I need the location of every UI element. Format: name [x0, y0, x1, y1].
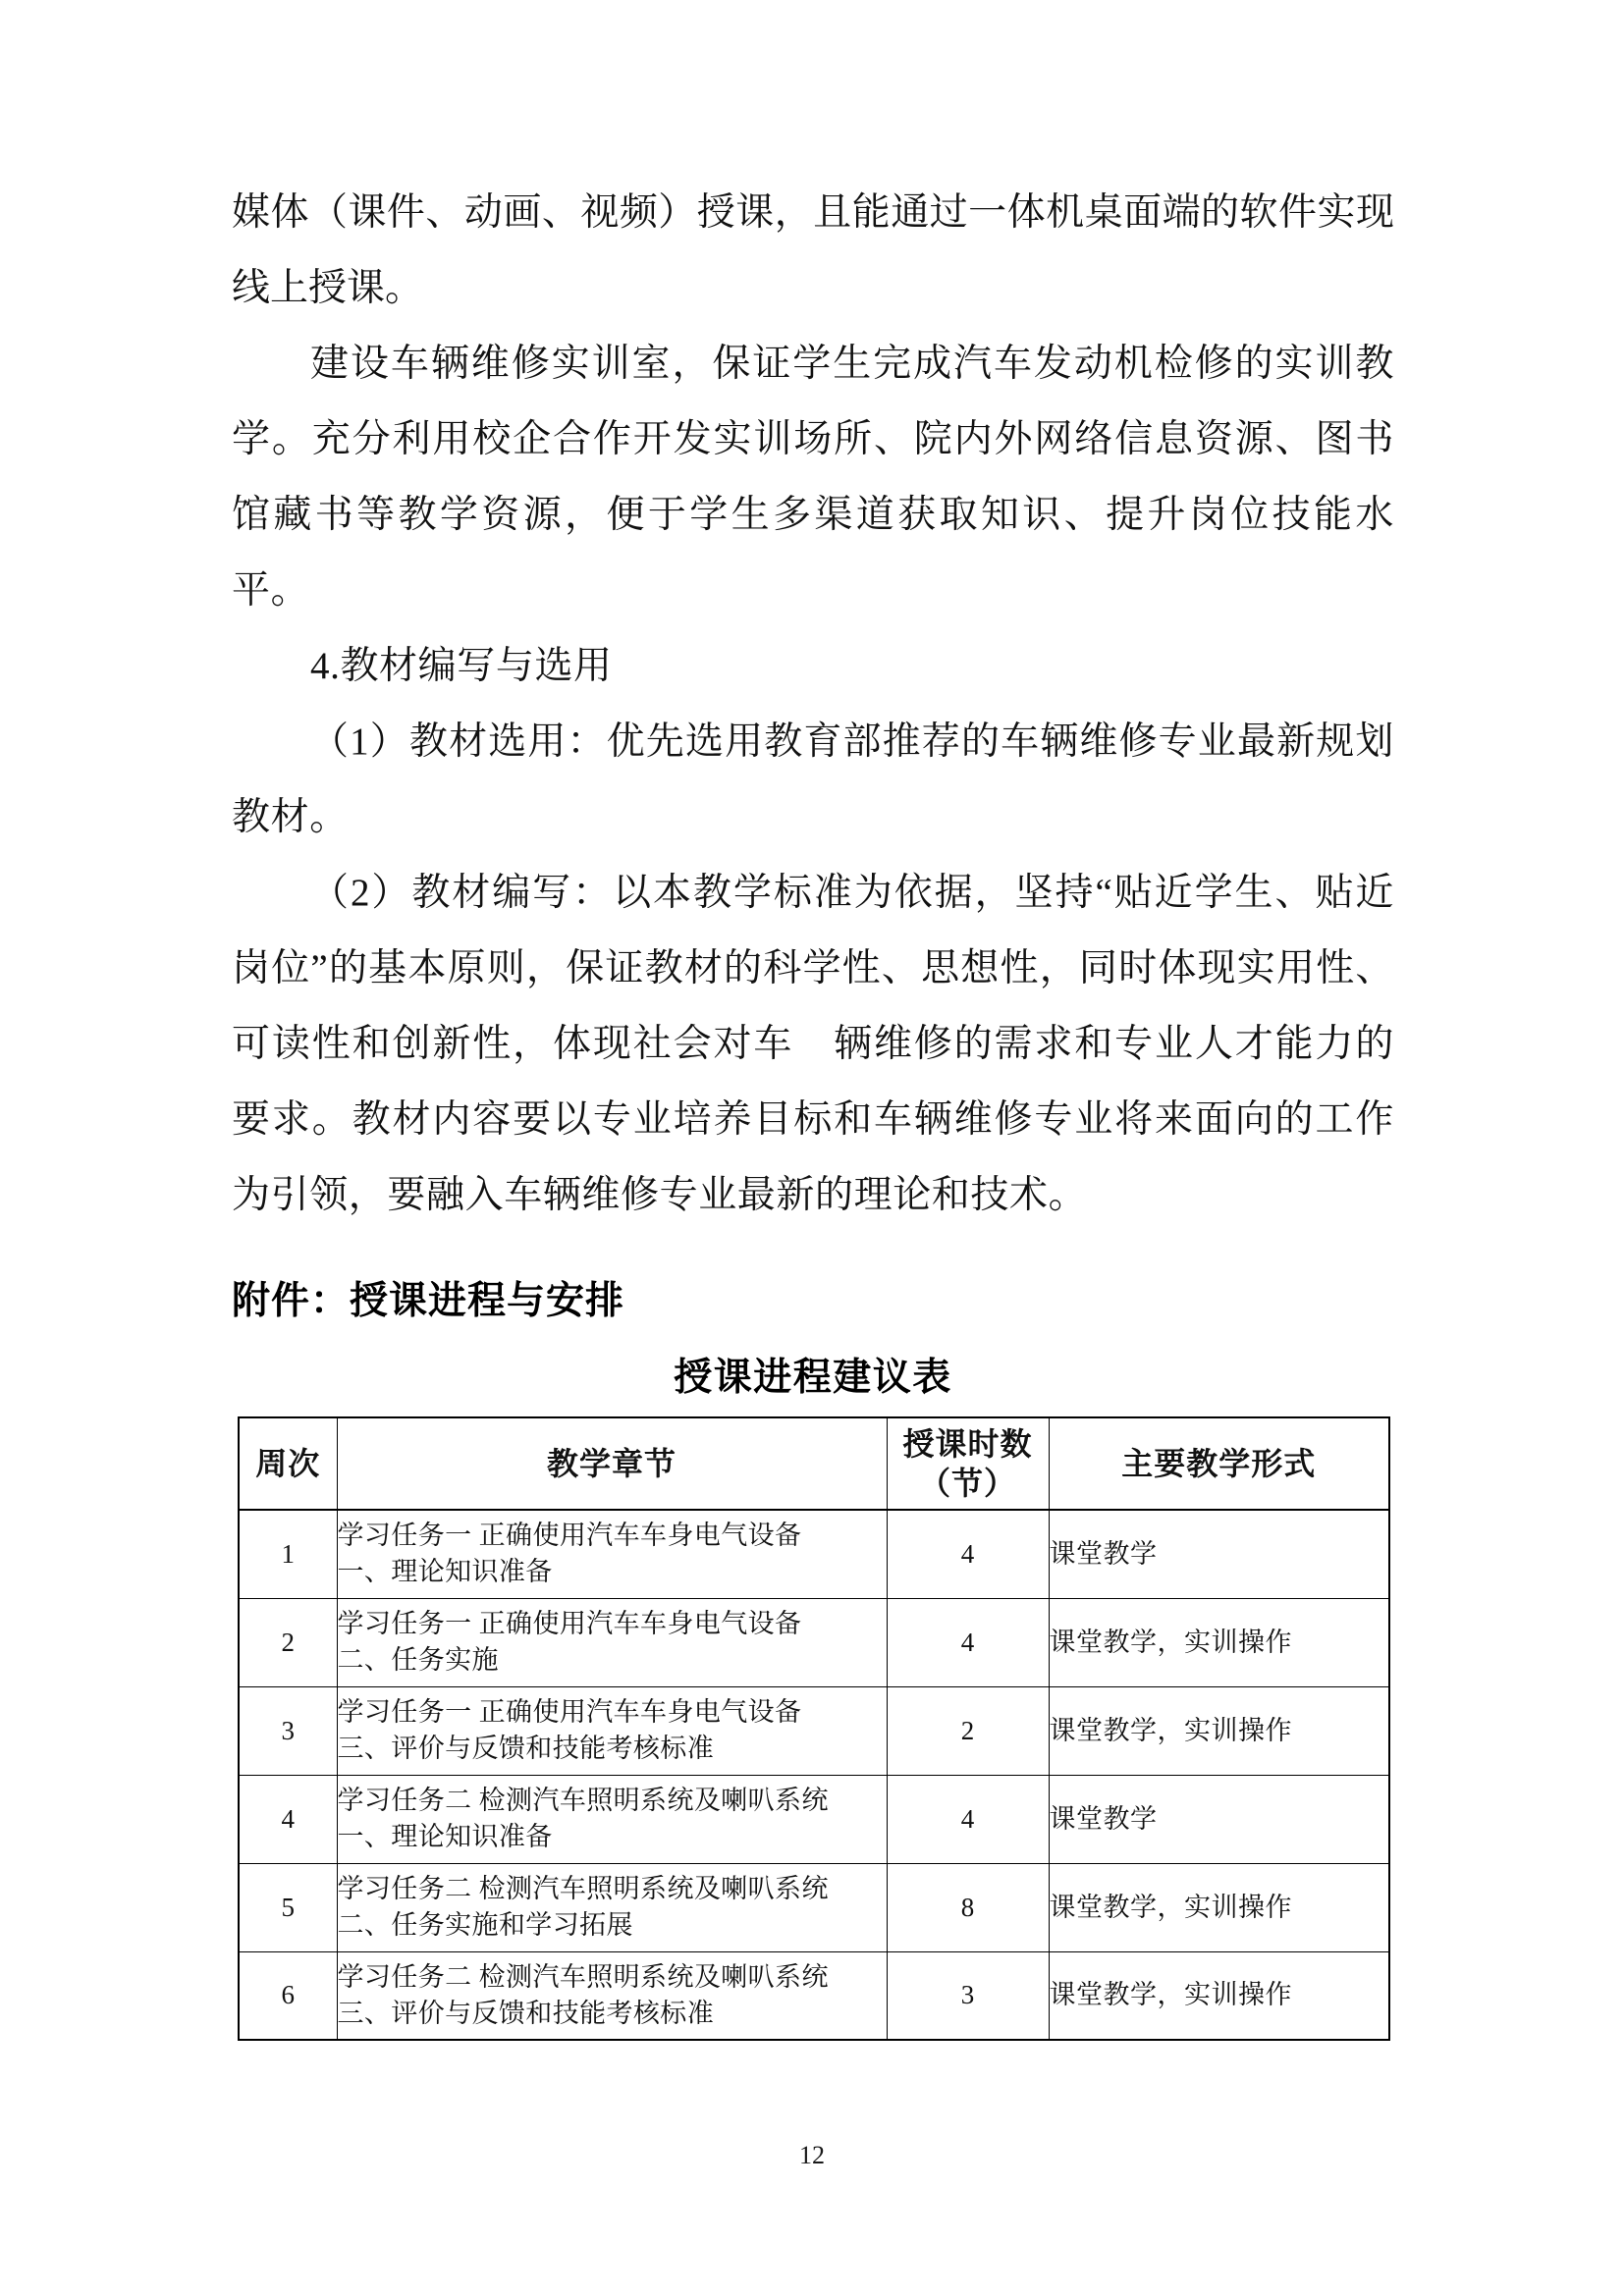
paragraph-workshop: 建设车辆维修实训室，保证学生完成汽车发动机检修的实训教学。充分利用校企合作开发实训场所、院内外网络信息资源、图书馆藏书等教学资源，便于学生多渠道获取知识、提升岗位技能水平。 — [232, 343, 1394, 612]
cell-week: 2 — [239, 1598, 337, 1686]
cell-hours: 4 — [887, 1598, 1049, 1686]
column-header-form: 主要教学形式 — [1049, 1417, 1389, 1510]
table-caption: 授课进程建议表 — [674, 1357, 952, 1399]
paragraph-multimedia: 媒体（课件、动画、视频）授课，且能通过一体机桌面端的软件实现线上授课。 — [232, 191, 1394, 309]
cell-form: 课堂教学，实训操作 — [1049, 1863, 1389, 1951]
cell-form: 课堂教学 — [1049, 1510, 1389, 1598]
cell-chapter — [337, 1598, 887, 1686]
cell-hours: 8 — [887, 1863, 1049, 1951]
column-header-hours — [887, 1417, 1049, 1510]
cell-form: 课堂教学，实训操作 — [1049, 1686, 1389, 1775]
chapter-line-2: 一、理论知识准备 — [337, 1822, 553, 1851]
cell-hours: 3 — [887, 1951, 1049, 2040]
cell-hours: 4 — [887, 1510, 1049, 1598]
table-header-row — [239, 1417, 1389, 1510]
cell-chapter — [337, 1510, 887, 1598]
column-header-hours-line2: （节） — [918, 1466, 1016, 1501]
chapter-line-1: 学习任务二 检测汽车照明系统及喇叭系统 — [337, 1786, 829, 1815]
table-row — [239, 1863, 1389, 1951]
paragraph-section-4: 4.教材编写与选用 — [310, 645, 613, 687]
table-row — [239, 1775, 1389, 1863]
schedule-table-container — [238, 1416, 1388, 2041]
table-row — [239, 1951, 1389, 2040]
cell-form: 课堂教学，实训操作 — [1049, 1951, 1389, 2040]
column-header-hours-line1: 授课时数 — [902, 1426, 1033, 1462]
cell-chapter — [337, 1951, 887, 2040]
cell-chapter — [337, 1686, 887, 1775]
chapter-line-2: 二、任务实施和学习拓展 — [337, 1910, 633, 1940]
cell-week: 1 — [239, 1510, 337, 1598]
cell-week: 6 — [239, 1951, 337, 2040]
cell-week: 5 — [239, 1863, 337, 1951]
chapter-line-1: 学习任务二 检测汽车照明系统及喇叭系统 — [337, 1961, 829, 1992]
cell-hours: 2 — [887, 1686, 1049, 1775]
cell-form: 课堂教学，实训操作 — [1049, 1598, 1389, 1686]
table-row — [239, 1510, 1389, 1598]
chapter-line-2: 三、评价与反馈和技能考核标准 — [337, 1734, 715, 1763]
cell-week: 4 — [239, 1775, 337, 1863]
cell-hours: 4 — [887, 1775, 1049, 1863]
column-header-chapter: 教学章节 — [337, 1417, 887, 1510]
attachment-heading: 附件：授课进程与安排 — [232, 1280, 625, 1322]
chapter-line-1: 学习任务一 正确使用汽车车身电气设备 — [337, 1609, 802, 1638]
chapter-line-1: 学习任务一 正确使用汽车车身电气设备 — [337, 1697, 802, 1727]
chapter-line-1: 学习任务二 检测汽车照明系统及喇叭系统 — [337, 1874, 829, 1903]
cell-week: 3 — [239, 1686, 337, 1775]
cell-chapter — [337, 1863, 887, 1951]
chapter-line-2: 二、任务实施 — [337, 1645, 499, 1675]
cell-chapter — [337, 1775, 887, 1863]
schedule-table-body — [239, 1510, 1389, 2040]
chapter-line-1: 学习任务一 正确使用汽车车身电气设备 — [337, 1521, 802, 1551]
paragraph-item-2: （2）教材编写：以本教学标准为依据，坚持“贴近学生、贴近岗位”的基本原则，保证教材的科学性、思想性，同时体现实用性、可读性和创新性，体现社会对车 辆维修的需求和专业人才能力的要求。教材内容要以专业培养目标和车辆维修专业将来面向的工作为引领，要融入车辆维修专业最新的理论和技术。 — [232, 872, 1394, 1216]
body-text-area — [232, 175, 1394, 1233]
chapter-line-2: 一、理论知识准备 — [337, 1557, 553, 1587]
cell-form: 课堂教学 — [1049, 1775, 1389, 1863]
schedule-table — [238, 1416, 1390, 2041]
chapter-line-2: 三、评价与反馈和技能考核标准 — [337, 1998, 715, 2028]
page-number: 12 — [799, 2141, 825, 2169]
table-row — [239, 1598, 1389, 1686]
column-header-week: 周次 — [239, 1417, 337, 1510]
paragraph-item-1: （1）教材选用：优先选用教育部推荐的车辆维修专业最新规划教材。 — [232, 721, 1394, 838]
table-row — [239, 1686, 1389, 1775]
